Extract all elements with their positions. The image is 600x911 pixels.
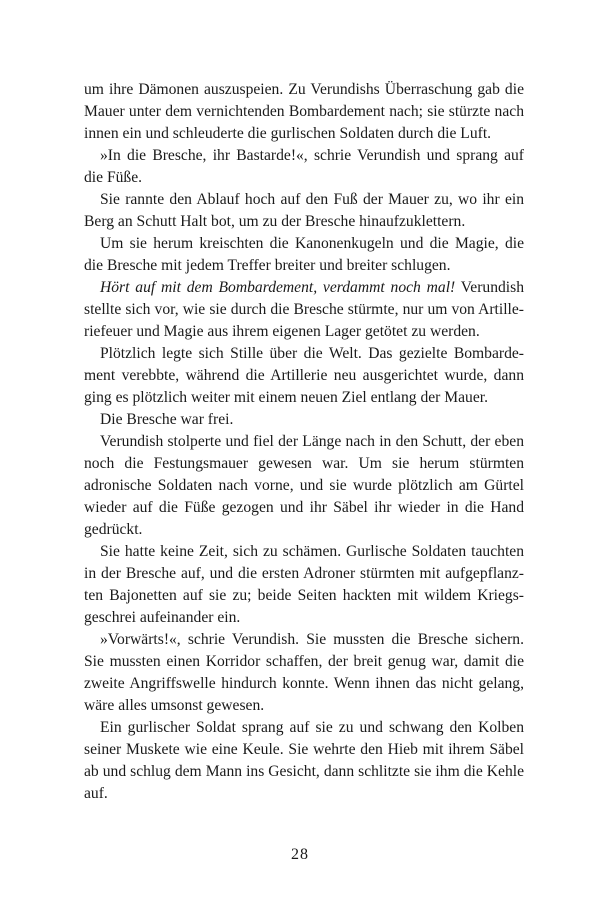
- paragraph-2: »In die Bresche, ihr Bastarde!«, schrie Verundish und sprang auf die Füße.: [84, 147, 524, 186]
- paragraph-11: Ein gurlischer Soldat sprang auf sie zu und schwang den Kolben seiner Muskete wie eine Keule. Sie wehrte den Hieb mit ihrem Säbel ab und schlug dem Mann ins Gesicht, dann schlitzte sie ihm die Kehle auf.: [84, 719, 524, 802]
- paragraph-7: Die Bresche war frei.: [100, 411, 234, 428]
- page-body: [84, 79, 524, 805]
- paragraph-9: Sie hatte keine Zeit, sich zu schämen. Gurlische Soldaten tauchten in der Bresche auf, und die ersten Adroner stürmten mit aufgepflanzten Bajonetten auf sie zu; beide Seiten hackten mit wildem Kriegsgeschrei aufeinander ein.: [84, 543, 524, 626]
- paragraph-10: »Vorwärts!«, schrie Verundish. Sie mussten die Bresche sichern. Sie mussten einen Korridor schaffen, der breit genug war, damit die zweite Angriffswelle hindurch konnte. Wenn ihnen das nicht gelang, wäre alles umsonst gewesen.: [84, 631, 524, 714]
- paragraph-4: Um sie herum kreischten die Kanonenkugeln und die Magie, die die Bresche mit jedem Treffer breiter und breiter schlugen.: [84, 235, 524, 274]
- paragraph-5: [84, 277, 524, 343]
- page-number: 28: [291, 846, 309, 863]
- paragraph-1: um ihre Dämonen auszuspeien. Zu Verundishs Überraschung gab die Mauer unter dem vernichtenden Bombardement nach; sie stürzte nach innen ein und schleuderte die gurlischen Soldaten durch die Luft.: [84, 81, 524, 142]
- paragraph-5-text: Verundish stellte sich vor, wie sie durch die Bresche stürmte, nur um von Artilleriefeuer und Magie aus ihrem eigenen Lager getötet zu werden.: [84, 279, 524, 340]
- paragraph-6: Plötzlich legte sich Stille über die Welt. Das gezielte Bombardement verebbte, während die Artillerie neu ausgerichtet wurde, dann ging es plötzlich weiter mit einem neuen Ziel entlang der Mauer.: [84, 345, 524, 406]
- paragraph-8: Verundish stolperte und fiel der Länge nach in den Schutt, der eben noch die Festungsmauer gewesen war. Um sie herum stürmten adronische Soldaten nach vorne, und sie wurde plötzlich am Gürtel wieder auf die Füße gezogen und ihr Säbel ihr wieder in die Hand gedrückt.: [84, 433, 524, 538]
- italic-thought: Hört auf mit dem Bombardement, verdammt noch mal!: [100, 279, 456, 296]
- paragraph-3: Sie rannte den Ablauf hoch auf den Fuß der Mauer zu, wo ihr ein Berg an Schutt Halt bot, um zu der Bresche hinaufzuklettern.: [84, 191, 524, 230]
